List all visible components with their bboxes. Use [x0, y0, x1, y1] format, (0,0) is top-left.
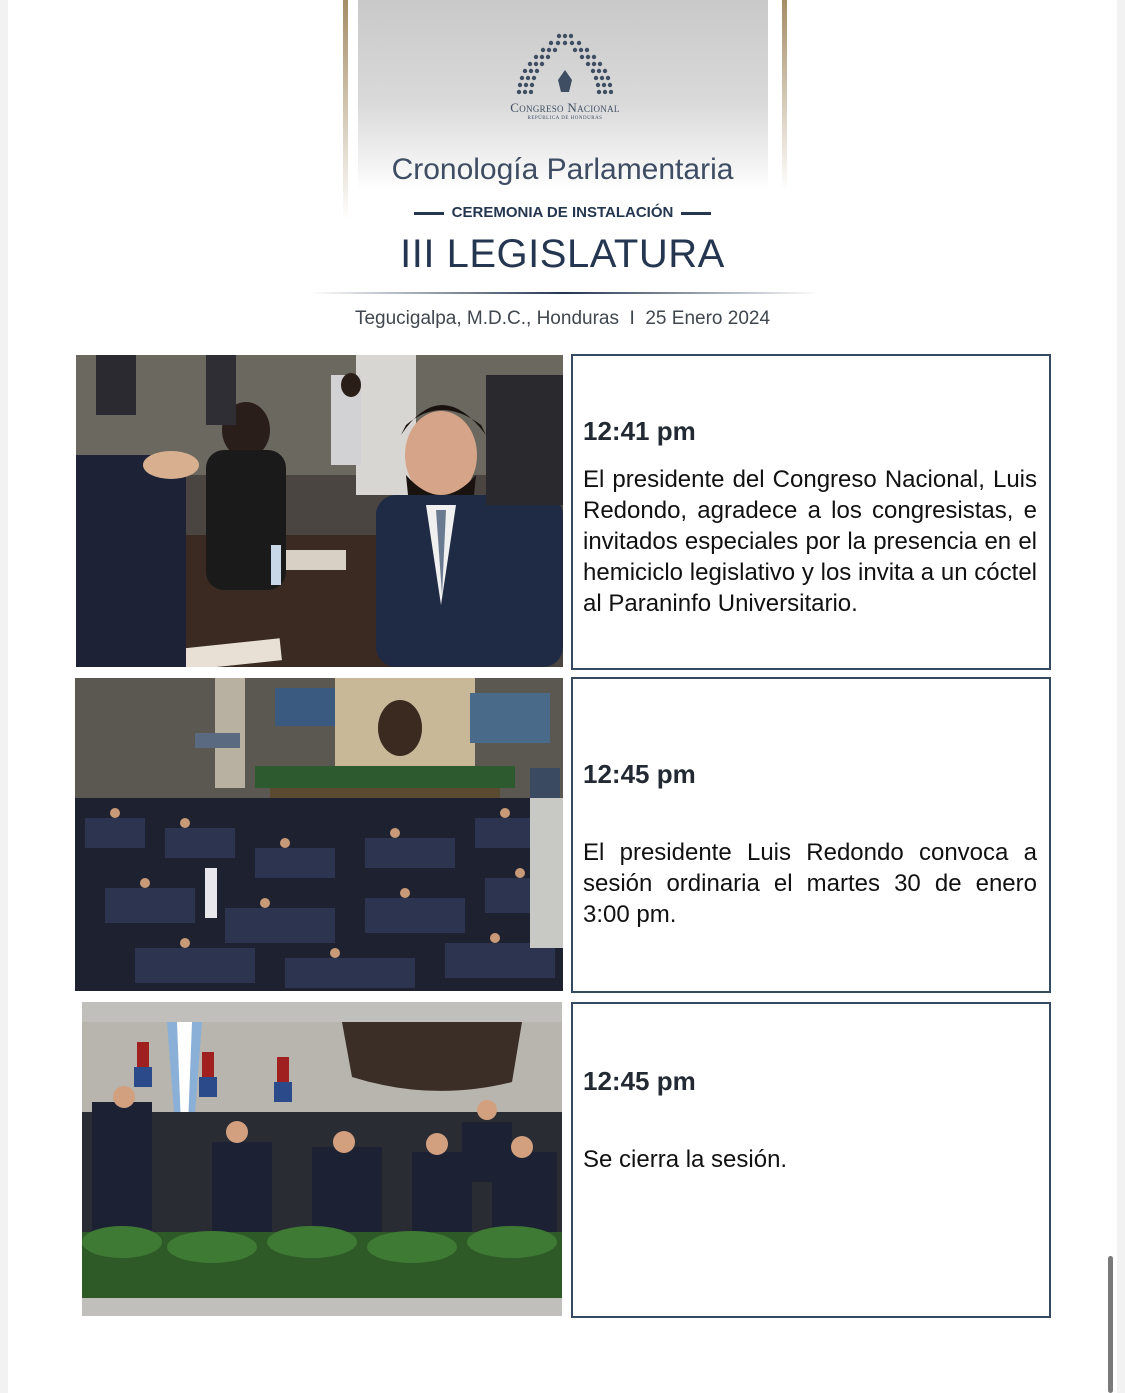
entry-time-1: 12:41 pm: [583, 416, 696, 446]
subtitle-row: [0, 204, 1125, 221]
document-title: Cronología Parlamentaria: [391, 153, 734, 186]
dash-left: [414, 212, 444, 215]
board-photo: [82, 1002, 562, 1316]
gold-accent-line-left: [343, 0, 348, 220]
handshake-photo: [76, 355, 563, 667]
entry-box-2: [571, 677, 1051, 993]
legislatura-heading: III LEGISLATURA: [400, 232, 725, 276]
subtitle-text: CEREMONIA DE INSTALACIÓN: [451, 204, 674, 221]
congress-logo: [495, 30, 635, 130]
logo-org-name: Congreso Nacional: [510, 100, 620, 115]
logo-org-sub: REPÚBLICA DE HONDURAS: [527, 116, 603, 121]
hemicycle-logo-icon: [505, 30, 625, 100]
chamber-photo: [75, 678, 563, 991]
place-date: Tegucigalpa, M.D.C., Honduras I 25 Enero 2024: [354, 308, 771, 329]
entry-time-3: 12:45 pm: [583, 1066, 696, 1096]
header-divider: [310, 292, 820, 294]
entry-box-3: [571, 1002, 1051, 1318]
entry-box-1: [571, 354, 1051, 670]
entry-text-1: El presidente del Congreso Nacional, Luis Redondo, agradece a los congresistas, e invitados especiales por la presencia en el hemiciclo legislativo y los invita a un cóctel al Paraninfo Universitario.: [583, 466, 1037, 617]
entry-text-3: Se cierra la sesión.: [583, 1146, 788, 1173]
scrollbar[interactable]: [1108, 1256, 1113, 1393]
entry-time-2: 12:45 pm: [583, 759, 696, 789]
entry-text-2: El presidente Luis Redondo convoca a sesión ordinaria el martes 30 de enero 3:00 pm.: [583, 839, 1037, 928]
dash-right: [681, 212, 711, 215]
